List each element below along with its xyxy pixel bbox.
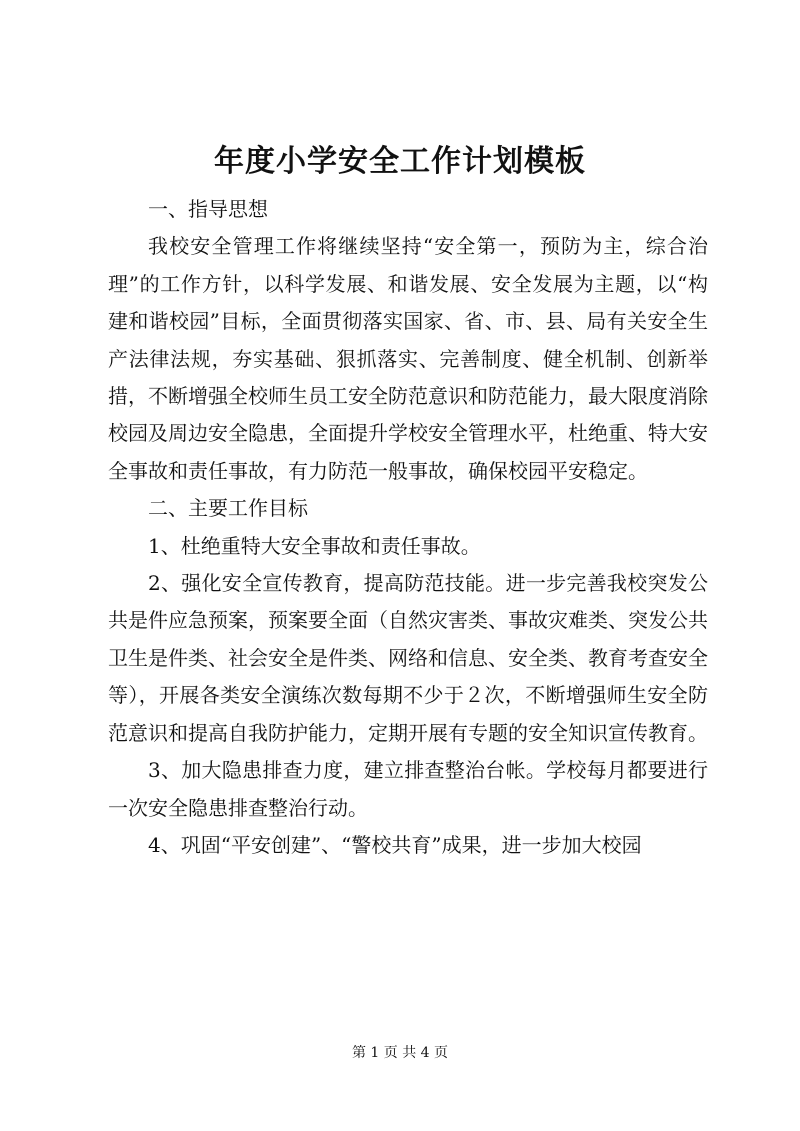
page-footer: 第 1 页 共 4 页 bbox=[351, 1045, 449, 1061]
paragraph-guiding-ideology: 我校安全管理工作将继续坚持“安全第一，预防为主，综合治理”的工作方针，以科学发展、和谐发展、安全发展为主题，以“构建和谐校园”目标，全面贯彻落实国家、省、市、县、局有关安全生产法律法规，夯实基础、狠抓落实、完善制度、健全机制、创新举措，不断增强全校师生员工安全防范意识和防范能力，最大限度消除校园及周边安全隐患，全面提升学校安全管理水平，杜绝重、特大安全事故和责任事故，有力防范一般事故，确保校园平安稳定。 bbox=[108, 234, 708, 483]
section-heading-guiding-ideology: 一、指导思想 bbox=[148, 197, 268, 221]
goal-item-1: 1、杜绝重特大安全事故和责任事故。 bbox=[148, 533, 481, 558]
goal-item-4: 4、巩固“平安创建”、“警校共育”成果，进一步加大校园 bbox=[148, 832, 642, 857]
goal-item-3: 3、加大隐患排查力度，建立排查整治台帐。学校每月都要进行一次安全隐患排查整治行动。 bbox=[108, 758, 708, 820]
goal-item-2: 2、强化安全宣传教育，提高防范技能。进一步完善我校突发公共是件应急预案，预案要全面（自然灾害类、事故灾难类、突发公共卫生是件类、社会安全是件类、网络和信息、安全类、教育考查安全等），开展各类安全演练次数每期不少于２次，不断增强师生安全防范意识和提高自我防护能力，定期开展有专题的安全知识宣传教育。 bbox=[108, 571, 708, 745]
document-title: 年度小学安全工作计划模板 bbox=[214, 144, 586, 179]
section-heading-main-goals: 二、主要工作目标 bbox=[148, 496, 308, 521]
document-body bbox=[108, 191, 708, 864]
